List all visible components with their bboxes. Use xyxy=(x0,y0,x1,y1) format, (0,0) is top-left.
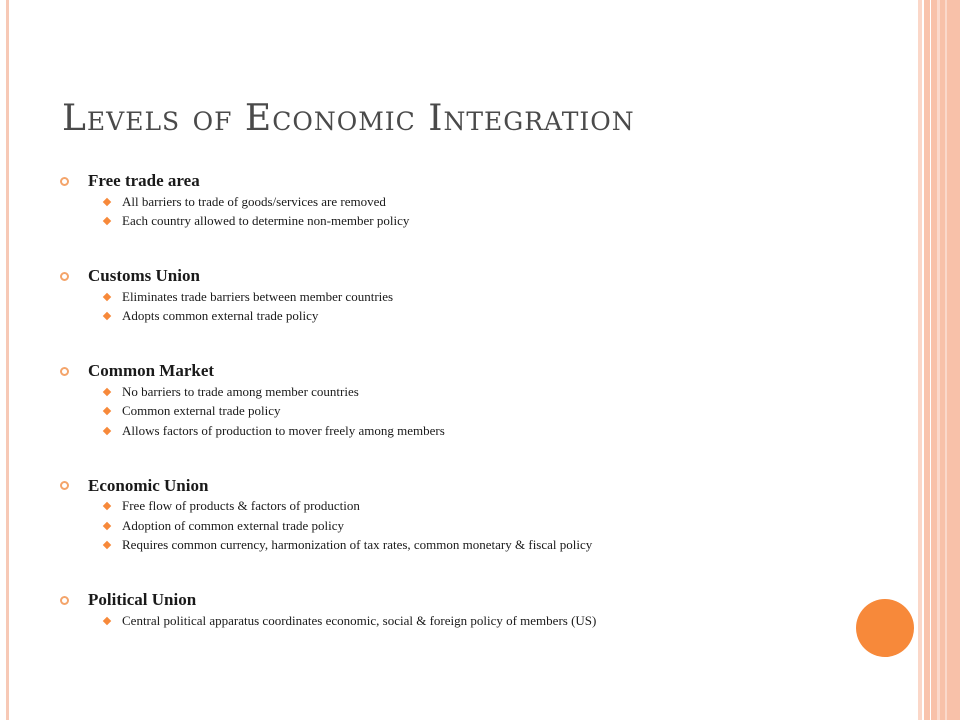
diamond-bullet-icon xyxy=(103,522,111,530)
bullet-list xyxy=(60,382,860,441)
section-title: Customs Union xyxy=(88,266,200,285)
bullet-text: Adopts common external trade policy xyxy=(122,308,319,324)
section-title: Common Market xyxy=(88,361,215,380)
section-heading xyxy=(60,589,860,611)
list-item xyxy=(60,307,860,327)
section-title: Political Union xyxy=(88,590,197,609)
ring-bullet-icon xyxy=(60,272,69,281)
bullet-text: Requires common currency, harmonization of tax rates, common monetary & fiscal policy xyxy=(122,537,593,553)
slide-title: Levels of Economic Integration xyxy=(62,98,635,139)
ring-bullet-icon xyxy=(60,481,69,490)
section-heading xyxy=(60,360,860,382)
diamond-bullet-icon xyxy=(103,541,111,549)
list-item xyxy=(60,421,860,441)
list-item xyxy=(60,516,860,536)
bullet-text: Allows factors of production to mover freely among members xyxy=(122,422,445,438)
bullet-list xyxy=(60,192,860,231)
bullet-list xyxy=(60,611,860,631)
bullet-text: Each country allowed to determine non-member policy xyxy=(122,213,410,229)
bullet-text: Common external trade policy xyxy=(122,403,281,419)
right-border-stripe xyxy=(924,0,930,720)
bullet-list xyxy=(60,287,860,326)
ring-bullet-icon xyxy=(60,177,69,186)
right-border-band xyxy=(931,0,960,720)
right-border-stripe xyxy=(918,0,922,720)
section-title: Economic Union xyxy=(88,475,209,495)
section-heading xyxy=(60,265,860,287)
left-border-rule xyxy=(6,0,9,720)
list-item xyxy=(60,611,860,631)
section-heading xyxy=(60,170,860,192)
list-item xyxy=(60,287,860,307)
bullet-text: No barriers to trade among member countries xyxy=(122,383,359,399)
section-economic-union xyxy=(60,475,860,556)
diamond-bullet-icon xyxy=(103,312,111,320)
list-item xyxy=(60,402,860,422)
diamond-bullet-icon xyxy=(103,198,111,206)
ring-bullet-icon xyxy=(60,596,69,605)
bullet-text: Central political apparatus coordinates economic, social & foreign policy of members (US) xyxy=(122,612,597,628)
accent-circle-icon xyxy=(856,599,914,657)
bullet-list xyxy=(60,497,860,556)
section-political-union xyxy=(60,589,860,631)
bullet-text: All barriers to trade of goods/services are removed xyxy=(122,193,386,209)
list-item xyxy=(60,212,860,232)
section-heading xyxy=(60,475,860,497)
bullet-text: Eliminates trade barriers between member countries xyxy=(122,288,394,304)
diamond-bullet-icon xyxy=(103,388,111,396)
list-item xyxy=(60,497,860,517)
bullet-text: Adoption of common external trade policy xyxy=(122,517,345,533)
diamond-bullet-icon xyxy=(103,502,111,510)
slide-content xyxy=(60,170,860,631)
bullet-text: Free flow of products & factors of production xyxy=(122,498,360,514)
diamond-bullet-icon xyxy=(103,427,111,435)
list-item xyxy=(60,382,860,402)
ring-bullet-icon xyxy=(60,367,69,376)
section-title: Free trade area xyxy=(88,171,200,190)
diamond-bullet-icon xyxy=(103,293,111,301)
section-customs-union xyxy=(60,265,860,326)
section-common-market xyxy=(60,360,860,441)
list-item xyxy=(60,192,860,212)
diamond-bullet-icon xyxy=(103,407,111,415)
diamond-bullet-icon xyxy=(103,617,111,625)
list-item xyxy=(60,536,860,556)
diamond-bullet-icon xyxy=(103,217,111,225)
section-free-trade-area xyxy=(60,170,860,231)
